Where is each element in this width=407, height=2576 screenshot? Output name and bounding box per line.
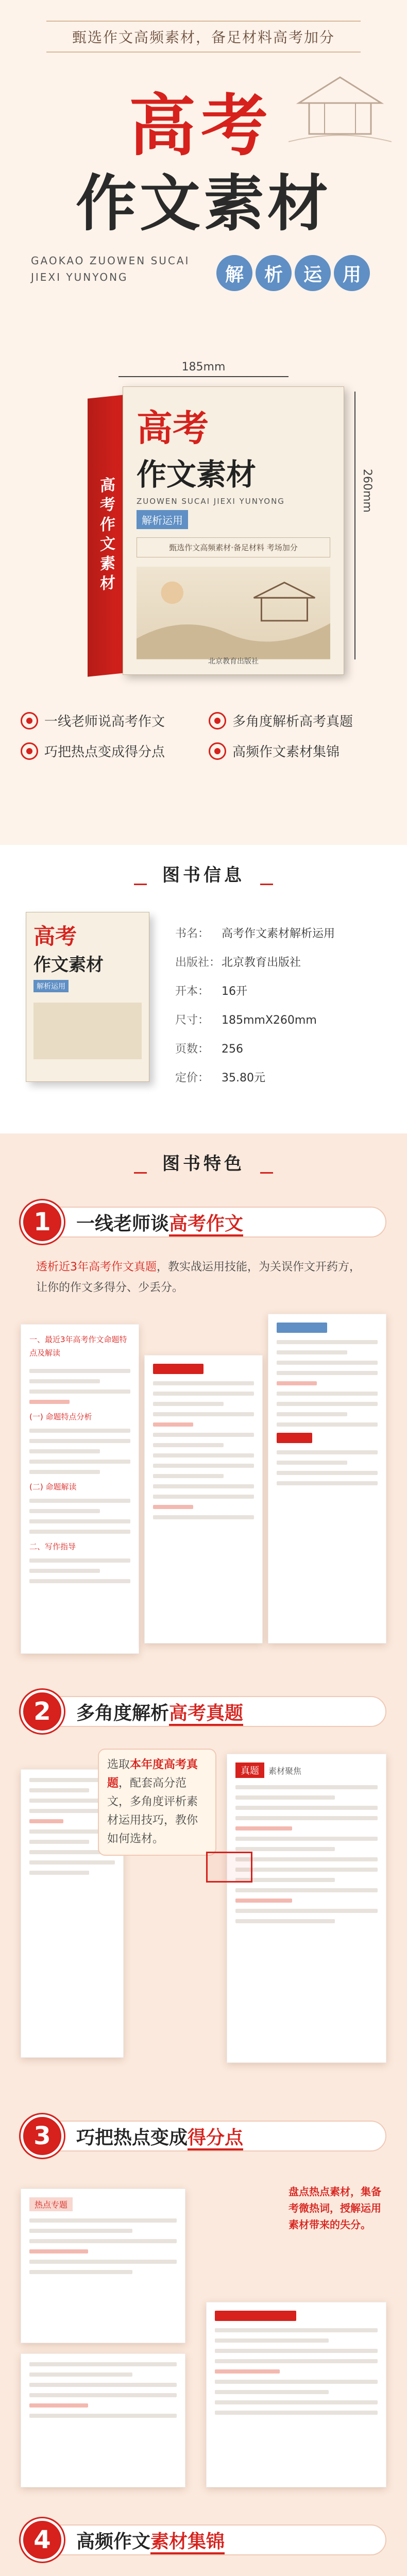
hero-tag-group — [216, 255, 370, 291]
bullet-icon — [21, 712, 38, 730]
info-key-2: 名： — [186, 927, 210, 940]
info-key-2: 数： — [186, 1043, 210, 1056]
hero-section — [0, 0, 407, 845]
book-3d-cover — [88, 386, 345, 675]
sample-sub: (二) 命题解读 — [29, 1482, 77, 1492]
hero-banner: 甄选作文高频素材，备足材料高考加分 — [46, 21, 361, 53]
info-key-2: 寸： — [186, 1014, 210, 1027]
hero-feature-label: 巧把热点变成得分点 — [44, 744, 165, 760]
info-row — [175, 977, 335, 1006]
info-row — [175, 1064, 335, 1093]
feature-title-highlight: 高考作文 — [169, 1213, 243, 1236]
info-key-2: 本： — [186, 985, 210, 998]
feature-title: 巧把热点变成 — [76, 2127, 188, 2148]
hero-feature-item — [21, 741, 198, 760]
bullet-icon — [209, 712, 226, 730]
hero-title-main: 作文素材 — [75, 167, 331, 239]
feature-title-highlight: 素材集锦 — [150, 2531, 225, 2554]
feature-3-samples — [21, 2173, 386, 2503]
info-row — [175, 920, 335, 948]
cover-title-2: 作文素材 — [137, 457, 257, 492]
feature-title-highlight: 高考真题 — [169, 1703, 243, 1726]
feature-1-samples — [21, 1314, 386, 1674]
dimension-height: 260mm — [361, 469, 374, 513]
hero-feature-label: 高频作文素材集锦 — [232, 744, 340, 760]
desc-highlight: 透析近3年高考作文真题 — [36, 1261, 157, 1274]
sample-page-left — [21, 1324, 139, 1654]
sample-sub: (一) 命题特点分析 — [29, 1412, 92, 1421]
sample-page-middle — [144, 1355, 263, 1643]
dimension-height-line — [354, 392, 355, 659]
book-features-header — [0, 1133, 407, 1190]
thumbnail-title-2: 作文素材 — [33, 955, 104, 975]
info-key-2: 价： — [186, 1072, 210, 1084]
sample-card-hot — [21, 2189, 185, 2343]
info-row — [175, 1006, 335, 1035]
cover-slogan: 甄选作文高频素材·备足材料 考场加分 — [137, 537, 330, 557]
book-spine: 高考作文素材 — [88, 395, 124, 676]
section-title: 图书特色 — [147, 1149, 260, 1175]
thumbnail-title-1: 高考 — [33, 924, 77, 949]
doc-sub: 素材聚焦 — [268, 1766, 302, 1776]
feature-title-highlight: 得分点 — [188, 2127, 243, 2150]
sample-card-bottom — [21, 2353, 185, 2487]
info-row — [175, 948, 335, 977]
hero-feature-label: 一线老师说高考作文 — [44, 714, 165, 730]
feature-title: 一线老师谈 — [76, 1213, 169, 1234]
book-features-section — [0, 1133, 407, 2576]
sample-sub: 二、写作指导 — [29, 1542, 76, 1551]
info-value: 北京教育出版社 — [222, 956, 301, 969]
sample-page-right — [227, 1754, 386, 2063]
feature-1-desc — [36, 1257, 371, 1298]
info-value: 16开 — [222, 985, 247, 998]
desc-text: ，教实战运用技能，为关误作文开药方，让你的作文多得分、少丢分。 — [36, 1261, 361, 1294]
feature-number: 1 — [21, 1200, 64, 1244]
highlight-marker — [206, 1852, 252, 1883]
info-value: 35.80元 — [222, 1072, 265, 1084]
hero-tag-char: 析 — [256, 255, 292, 291]
hero-feature-item — [21, 711, 198, 730]
sample-heading: 一、最近3年高考作文命题特点及解读 — [29, 1335, 127, 1358]
cover-tag: 解析运用 — [137, 510, 188, 529]
bubble-text: 选取 — [107, 1758, 130, 1771]
feature-number: 3 — [21, 2114, 64, 2158]
info-key: 定 — [175, 1072, 187, 1084]
info-key: 出版社： — [175, 956, 221, 969]
book-thumbnail — [26, 912, 149, 1082]
section-title: 图书信息 — [147, 861, 260, 886]
feature-title: 高频作文 — [76, 2531, 151, 2552]
sample-page-right — [268, 1314, 386, 1643]
info-key: 页 — [175, 1043, 187, 1056]
sample-page-right — [206, 2302, 386, 2487]
cover-title-1: 高考 — [137, 406, 209, 449]
info-key: 书 — [175, 927, 187, 940]
feature-number: 4 — [21, 2518, 64, 2562]
info-value: 185mmX260mm — [222, 1014, 317, 1027]
thumbnail-illustration — [33, 1003, 142, 1059]
feature-2-header — [21, 1690, 386, 1733]
book-info-list — [175, 920, 335, 1093]
dimension-width-line — [118, 376, 289, 377]
hero-feature-item — [209, 711, 386, 730]
hero-title-gaokao: 高考 — [128, 86, 273, 165]
doc-label: 真题 — [235, 1762, 264, 1778]
feature-2-samples — [21, 1749, 386, 2099]
info-value: 256 — [222, 1043, 243, 1056]
thumbnail-tag: 解析运用 — [33, 980, 69, 992]
bubble-text: ，配套高分范文，多角度评析素材运用技巧，教你如何选材。 — [107, 1777, 198, 1845]
feature-3-header — [21, 2114, 386, 2158]
bubble-highlight: 本年度高考真题 — [107, 1758, 198, 1790]
hero-pinyin — [31, 252, 190, 285]
book-front-cover — [123, 386, 344, 675]
hero-pinyin-line1: GAOKAO ZUOWEN SUCAI — [31, 255, 190, 267]
hero-feature-list — [21, 711, 386, 760]
bullet-icon — [21, 742, 38, 760]
info-key: 尺 — [175, 1014, 187, 1027]
feature-2-bubble — [98, 1749, 216, 1856]
card-label: 热点专题 — [29, 2197, 73, 2211]
book-info-header — [0, 845, 407, 902]
info-row — [175, 1035, 335, 1064]
feature-3-note: 盘点热点素材，集备考微热词，授解运用素材带来的失分。 — [289, 2185, 381, 2231]
hero-pinyin-line2: JIEXI YUNYONG — [31, 271, 128, 283]
info-key: 开 — [175, 985, 187, 998]
hero-tag-char: 解 — [216, 255, 252, 291]
hero-feature-label: 多角度解析高考真题 — [232, 714, 353, 730]
bullet-icon — [209, 742, 226, 760]
feature-number: 2 — [21, 1690, 64, 1733]
cover-landscape-icon — [137, 567, 330, 659]
dimension-width: 185mm — [181, 361, 226, 374]
cover-scene-illustration — [137, 567, 330, 659]
cover-publisher: 北京教育出版社 — [208, 657, 259, 666]
feature-4-header — [21, 2518, 386, 2562]
book-info-section — [0, 845, 407, 1133]
hero-tag-char: 用 — [334, 255, 370, 291]
feature-title: 多角度解析 — [76, 1702, 169, 1724]
hero-feature-item — [209, 741, 386, 760]
hero-tag-char: 运 — [295, 255, 331, 291]
cover-pinyin: ZUOWEN SUCAI JIEXI YUNYONG — [137, 497, 285, 506]
info-value: 高考作文素材解析运用 — [222, 927, 335, 940]
feature-1-header — [21, 1200, 386, 1244]
